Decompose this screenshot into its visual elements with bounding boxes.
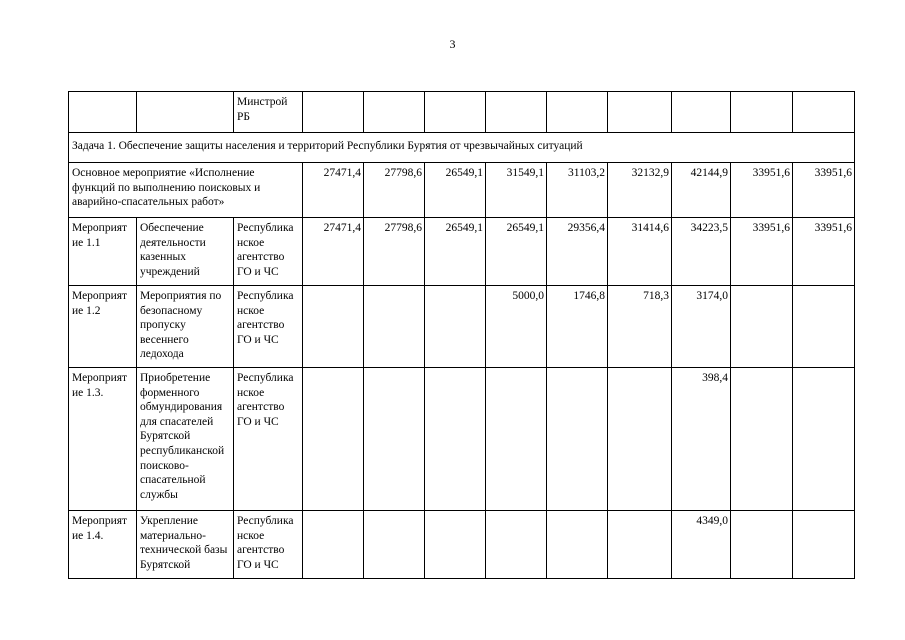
cell-value: 27798,6 bbox=[364, 163, 425, 218]
cell-value: 34223,5 bbox=[672, 218, 731, 286]
task-title: Задача 1. Обеспечение защиты населения и территорий Республики Бурятия от чрезвычайных ситуаций bbox=[69, 133, 855, 163]
table-row-main-activity bbox=[69, 163, 855, 218]
cell-value bbox=[793, 286, 855, 368]
activity-code: Мероприятие 1.3. bbox=[69, 368, 137, 511]
cell-value bbox=[793, 511, 855, 579]
cell-value: 26549,1 bbox=[425, 218, 486, 286]
cell-value: 31103,2 bbox=[547, 163, 608, 218]
activity-name: Приобретение форменного обмундирования для спасателей Бурятской республиканской поисково-спасательной службы bbox=[137, 368, 234, 511]
table-row-task bbox=[69, 133, 855, 163]
cell-value: 26549,1 bbox=[486, 218, 547, 286]
cell-value: 42144,9 bbox=[672, 163, 731, 218]
cell-value bbox=[425, 92, 486, 133]
cell-value bbox=[547, 92, 608, 133]
cell-value: 31549,1 bbox=[486, 163, 547, 218]
cell-value bbox=[486, 92, 547, 133]
cell-value bbox=[731, 511, 793, 579]
cell-value: 5000,0 bbox=[486, 286, 547, 368]
cell-value: 718,3 bbox=[608, 286, 672, 368]
activity-name: Обеспечение деятельности казенных учреждений bbox=[137, 218, 234, 286]
activity-name: Укрепление материально-технической базы Бурятской bbox=[137, 511, 234, 579]
cell-value: 27471,4 bbox=[303, 163, 364, 218]
cell-value: 29356,4 bbox=[547, 218, 608, 286]
cell-value bbox=[731, 92, 793, 133]
cell-value: 33951,6 bbox=[731, 163, 793, 218]
cell-name bbox=[137, 92, 234, 133]
cell-value bbox=[303, 286, 364, 368]
cell-value: 3174,0 bbox=[672, 286, 731, 368]
cell-value bbox=[547, 511, 608, 579]
cell-value bbox=[425, 368, 486, 511]
cell-value bbox=[303, 368, 364, 511]
cell-value: 33951,6 bbox=[793, 163, 855, 218]
cell-value: 27798,6 bbox=[364, 218, 425, 286]
cell-value bbox=[364, 368, 425, 511]
cell-value bbox=[731, 286, 793, 368]
cell-value: 27471,4 bbox=[303, 218, 364, 286]
cell-value bbox=[608, 92, 672, 133]
budget-table bbox=[68, 91, 855, 579]
cell-value bbox=[364, 92, 425, 133]
cell-value: 1746,8 bbox=[547, 286, 608, 368]
cell-value bbox=[486, 368, 547, 511]
cell-value: 26549,1 bbox=[425, 163, 486, 218]
cell-value: 33951,6 bbox=[793, 218, 855, 286]
activity-executor: Республиканское агентство ГО и ЧС bbox=[234, 286, 303, 368]
cell-value bbox=[608, 368, 672, 511]
cell-value: 31414,6 bbox=[608, 218, 672, 286]
cell-executor: Минстрой РБ bbox=[234, 92, 303, 133]
cell-value bbox=[608, 511, 672, 579]
activity-code: Мероприятие 1.2 bbox=[69, 286, 137, 368]
activity-code: Мероприятие 1.4. bbox=[69, 511, 137, 579]
table-row-header bbox=[69, 92, 855, 133]
cell-value bbox=[425, 286, 486, 368]
table-row-activity-1-1 bbox=[69, 218, 855, 286]
cell-value bbox=[486, 511, 547, 579]
activity-name: Мероприятия по безопасному пропуску весеннего ледохода bbox=[137, 286, 234, 368]
cell-value bbox=[793, 92, 855, 133]
cell-value: 32132,9 bbox=[608, 163, 672, 218]
cell-value bbox=[303, 511, 364, 579]
table-row-activity-1-3 bbox=[69, 368, 855, 511]
cell-value: 33951,6 bbox=[731, 218, 793, 286]
cell-value bbox=[547, 368, 608, 511]
cell-value bbox=[303, 92, 364, 133]
cell-value bbox=[672, 92, 731, 133]
table-row-activity-1-4 bbox=[69, 511, 855, 579]
cell-value bbox=[793, 368, 855, 511]
activity-executor: Республиканское агентство ГО и ЧС bbox=[234, 218, 303, 286]
page-number: 3 bbox=[449, 37, 456, 51]
activity-executor: Республиканское агентство ГО и ЧС bbox=[234, 368, 303, 511]
activity-executor: Республиканское агентство ГО и ЧС bbox=[234, 511, 303, 579]
main-activity-name: Основное мероприятие «Исполнение функций по выполнению поисковых и аварийно-спасательных работ» bbox=[69, 163, 303, 218]
cell-value bbox=[364, 511, 425, 579]
cell-value: 398,4 bbox=[672, 368, 731, 511]
activity-code: Мероприятие 1.1 bbox=[69, 218, 137, 286]
cell-value bbox=[731, 368, 793, 511]
cell-value bbox=[425, 511, 486, 579]
table-row-activity-1-2 bbox=[69, 286, 855, 368]
cell-value bbox=[364, 286, 425, 368]
cell-value: 4349,0 bbox=[672, 511, 731, 579]
cell-code bbox=[69, 92, 137, 133]
